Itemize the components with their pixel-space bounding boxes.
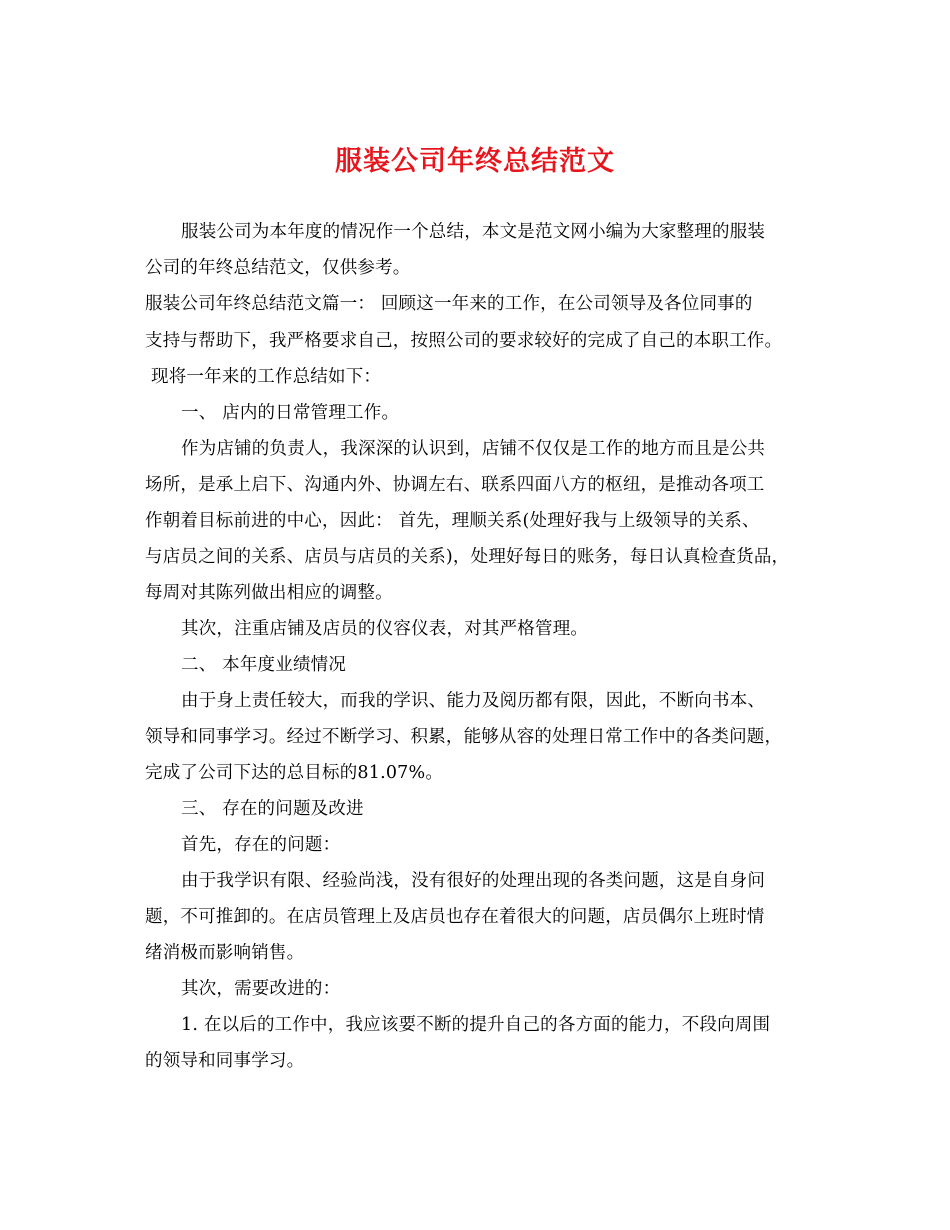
- paragraph-line: 首先，存在的问题：: [181, 835, 341, 855]
- paragraph-line: 领导和同事学习。经过不断学习、积累，能够从容的处理日常工作中的各类问题，: [145, 727, 783, 747]
- paragraph-line: 作朝着目标前进的中心，因此： 首先，理顺关系(处理好我与上级领导的关系、: [145, 511, 760, 531]
- paragraph-line: 由于身上责任较大，而我的学识、能力及阅历都有限，因此，不断向书本、: [181, 691, 766, 711]
- paragraph-line: 题，不可推卸的。在店员管理上及店员也存在着很大的问题，店员偶尔上班时情: [145, 907, 765, 927]
- document-title: 服装公司年终总结范文: [335, 146, 615, 177]
- paragraph-line: 支持与帮助下，我严格要求自己，按照公司的要求较好的完成了自己的本职工作。: [145, 331, 783, 351]
- paragraph-line: 其次，注重店铺及店员的仪容仪表，对其严格管理。: [181, 619, 589, 639]
- paragraph-line: 现将一年来的工作总结如下：: [151, 367, 382, 387]
- paragraph-line: 公司的年终总结范文，仅供参考。: [145, 258, 411, 278]
- paragraph-line: 每周对其陈列做出相应的调整。: [145, 583, 393, 603]
- paragraph-line: 绪消极而影响销售。: [145, 943, 305, 963]
- list-item: 1. 在以后的工作中，我应该要不断的提升自己的各方面的能力，不段向周围: [181, 1015, 771, 1035]
- paragraph-line: 完成了公司下达的总目标的81.07%。: [145, 763, 444, 783]
- paragraph-line: 的领导和同事学习。: [145, 1051, 305, 1071]
- section-heading: 二、 本年度业绩情况: [181, 655, 347, 675]
- section-heading: 一、 店内的日常管理工作。: [181, 403, 400, 423]
- paragraph-line: 服装公司年终总结范文篇一： 回顾这一年来的工作，在公司领导及各位同事的: [145, 294, 753, 314]
- paragraph-line: 其次，需要改进的：: [181, 979, 341, 999]
- paragraph-line: 作为店铺的负责人，我深深的认识到，店铺不仅仅是工作的地方而且是公共: [181, 439, 766, 459]
- paragraph-line: 服装公司为本年度的情况作一个总结，本文是范文网小编为大家整理的服装: [181, 222, 766, 242]
- paragraph-line: 与店员之间的关系、店员与店员的关系)，处理好每日的账务，每日认真检查货品，: [145, 547, 790, 567]
- paragraph-line: 场所，是承上启下、沟通内外、协调左右、联系四面八方的枢纽，是推动各项工: [145, 475, 765, 495]
- paragraph-line: 由于我学识有限、经验尚浅，没有很好的处理出现的各类问题，这是自身问: [181, 871, 766, 891]
- section-heading: 三、 存在的问题及改进: [181, 799, 364, 819]
